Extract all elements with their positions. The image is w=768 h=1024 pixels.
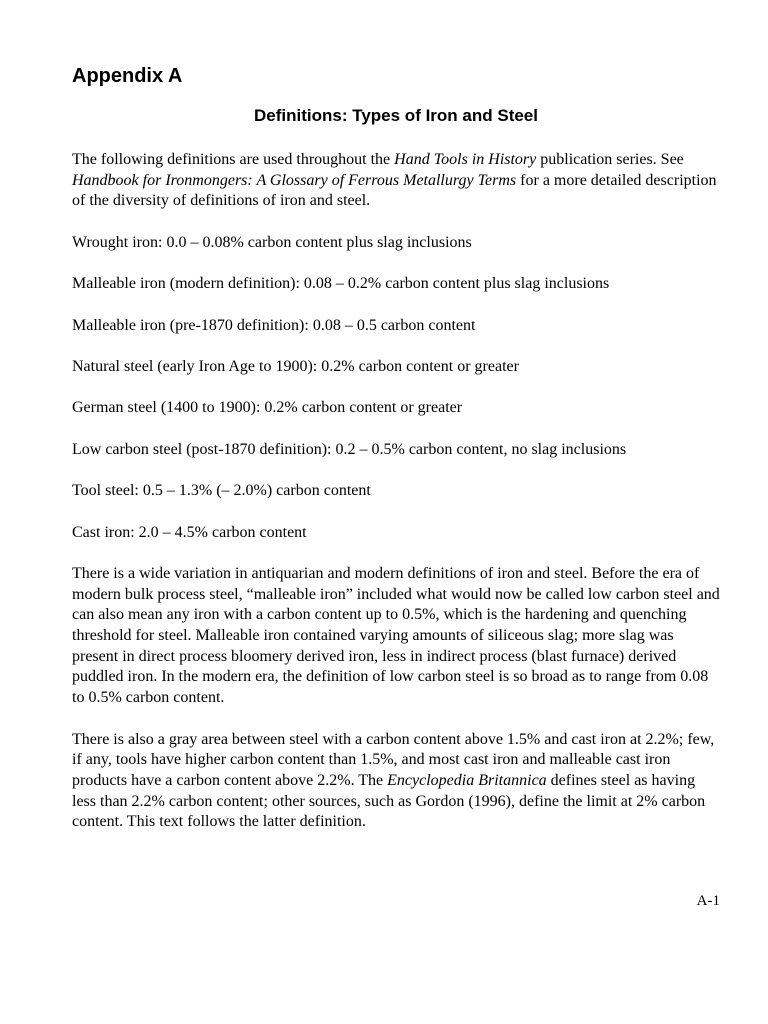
intro-title-hand-tools: Hand Tools in History xyxy=(394,151,537,168)
definition-cast-iron: Cast iron: 2.0 – 4.5% carbon content xyxy=(72,523,307,541)
definition-malleable-iron-modern: Malleable iron (modern definition): 0.08 – 0.2% carbon content plus slag inclusions xyxy=(72,275,610,293)
intro-text-3: for a more detailed description of the diversity of definitions of iron and steel. xyxy=(72,171,717,210)
intro-text-1: The following definitions are used throughout the xyxy=(72,151,395,168)
intro-title-handbook: Handbook for Ironmongers: A Glossary of Ferrous Metallurgy Terms xyxy=(72,171,517,189)
intro-text-2: publication series. See xyxy=(536,151,684,168)
intro-paragraph xyxy=(72,150,720,212)
definition-german-steel: German steel (1400 to 1900): 0.2% carbon content or greater xyxy=(72,399,463,417)
gray-area-text-1: There is also a gray area between steel with a carbon content above 1.5% and cast iron at 2.2%; few, if any, tools have higher carbon content than 1.5%, and most cast iron and malleable cast iron products have a carbon content above 2.2%. The xyxy=(72,730,715,789)
definition-natural-steel: Natural steel (early Iron Age to 1900): 0.2% carbon content or greater xyxy=(72,357,519,375)
encyclopedia-title: Encyclopedia Britannica xyxy=(387,771,547,789)
document-page xyxy=(72,60,720,831)
definition-tool-steel: Tool steel: 0.5 – 1.3% (– 2.0%) carbon content xyxy=(72,482,371,500)
paragraph-variation: There is a wide variation in antiquarian and modern definitions of iron and steel. Before the era of modern bulk process steel, “malleable iron” included what would now be called low carbon steel and can also mean any iron with a carbon content up to 0.5%, which is the hardening and quenching threshold for steel. Malleable iron contained varying amounts of siliceous slag; more slag was present in direct process bloomery derived iron, less in indirect process (blast furnace) derived puddled iron. In the modern era, the definition of low carbon steel is so broad as to range from 0.08 to 0.5% carbon content. xyxy=(72,564,720,707)
paragraph-gray-area xyxy=(72,730,720,834)
definition-malleable-iron-pre1870: Malleable iron (pre-1870 definition): 0.08 – 0.5 carbon content xyxy=(72,316,476,334)
definition-wrought-iron: Wrought iron: 0.0 – 0.08% carbon content plus slag inclusions xyxy=(72,233,472,251)
document-title: Definitions: Types of Iron and Steel xyxy=(254,106,538,125)
page-number: A-1 xyxy=(696,893,720,909)
definition-low-carbon-steel: Low carbon steel (post-1870 definition): 0.2 – 0.5% carbon content, no slag inclusions xyxy=(72,440,627,458)
gray-area-text-2: defines steel as having less than 2.2% carbon content; other sources, such as Gordon (1996), define the limit at 2% carbon content. This text follows the latter definition. xyxy=(72,771,706,831)
appendix-heading: Appendix A xyxy=(72,65,183,87)
document-body xyxy=(72,150,720,854)
